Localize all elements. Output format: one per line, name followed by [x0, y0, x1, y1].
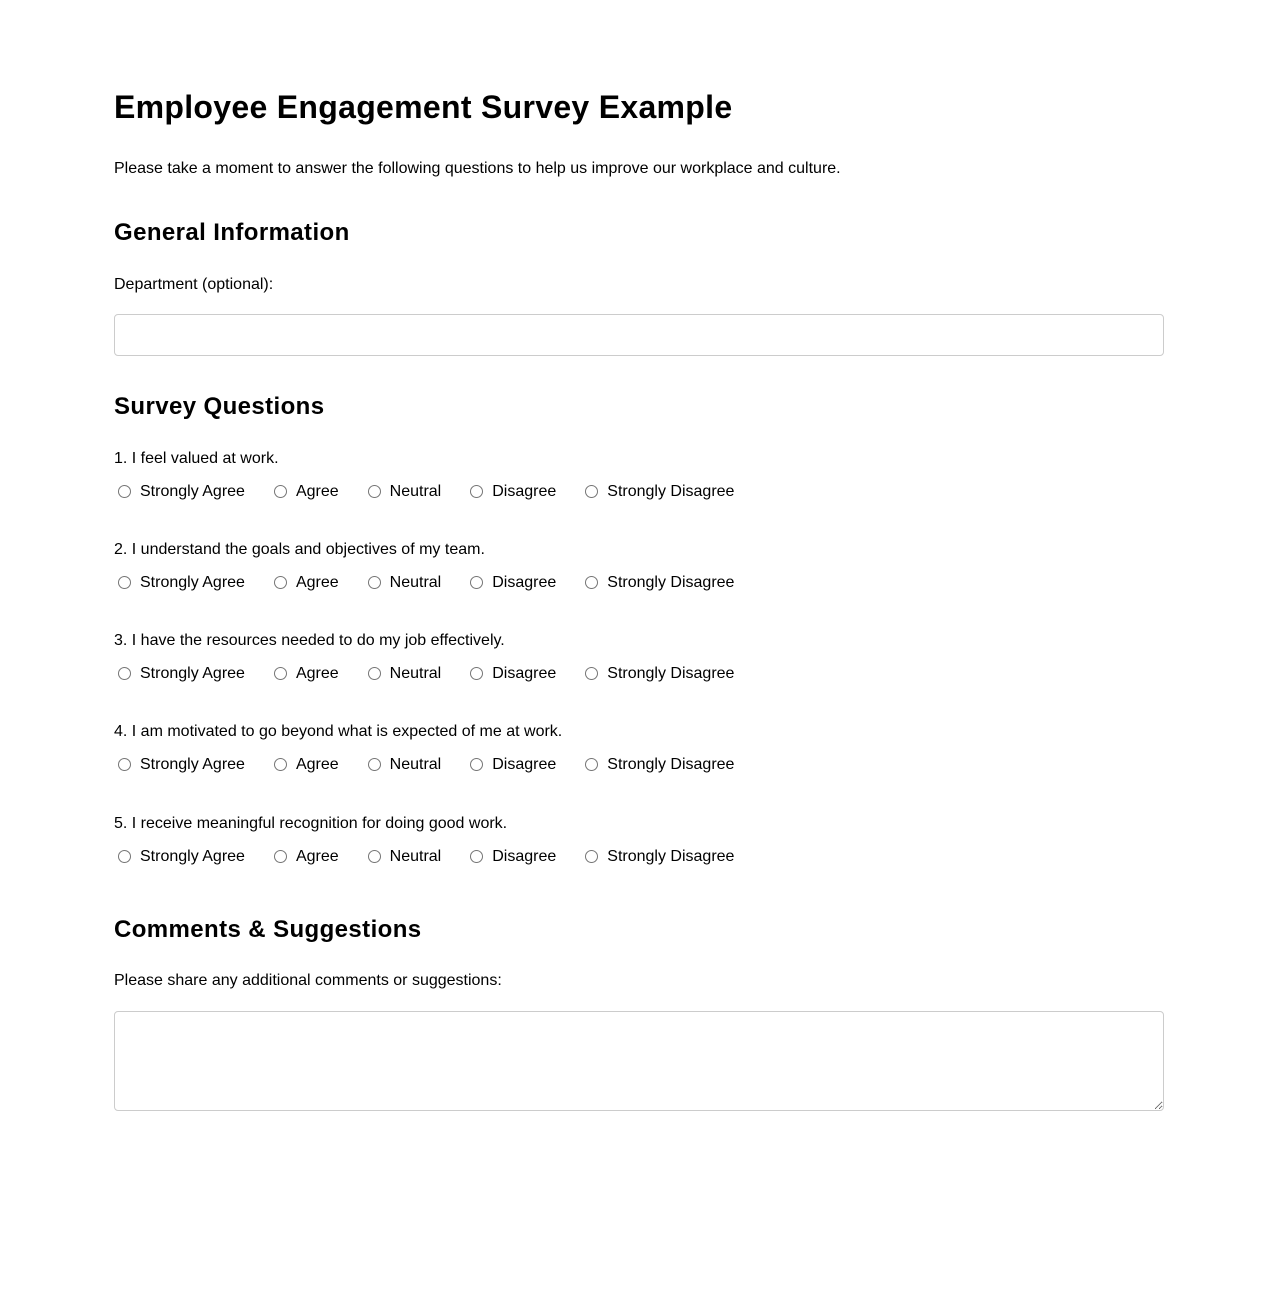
- question-2-options: [118, 574, 763, 592]
- q5-option-agree[interactable]: [274, 848, 339, 866]
- department-label: Department (optional):: [114, 276, 274, 293]
- option-label: Neutral: [389, 574, 442, 591]
- q2-option-disagree[interactable]: [470, 574, 556, 592]
- q5-option-disagree[interactable]: [470, 848, 556, 866]
- option-label: Disagree: [492, 848, 557, 865]
- q3-option-agree[interactable]: [274, 665, 339, 683]
- radio-button[interactable]: [585, 576, 598, 589]
- option-label: Strongly Disagree: [607, 665, 735, 682]
- radio-button[interactable]: [118, 667, 131, 680]
- option-label: Neutral: [389, 483, 442, 500]
- q5-option-neutral[interactable]: [368, 848, 442, 866]
- radio-button[interactable]: [470, 667, 483, 680]
- question-5-options: [118, 848, 763, 866]
- question-3-options: [118, 665, 763, 683]
- option-label: Agree: [295, 665, 339, 682]
- department-input[interactable]: [114, 314, 1164, 356]
- option-label: Neutral: [389, 848, 442, 865]
- comments-label: Please share any additional comments or suggestions:: [114, 972, 502, 989]
- option-label: Disagree: [492, 756, 557, 773]
- q4-option-disagree[interactable]: [470, 756, 556, 774]
- q4-option-strongly-agree[interactable]: [118, 756, 245, 774]
- radio-button[interactable]: [585, 850, 598, 863]
- radio-button[interactable]: [118, 576, 131, 589]
- radio-button[interactable]: [274, 850, 287, 863]
- q4-option-strongly-disagree[interactable]: [585, 756, 734, 774]
- q4-option-agree[interactable]: [274, 756, 339, 774]
- radio-button[interactable]: [470, 485, 483, 498]
- survey-questions-heading: Survey Questions: [114, 393, 325, 420]
- option-label: Neutral: [389, 756, 442, 773]
- radio-button[interactable]: [118, 758, 131, 771]
- option-label: Strongly Agree: [140, 665, 245, 682]
- comments-textarea[interactable]: [114, 1011, 1164, 1111]
- page-title: Employee Engagement Survey Example: [114, 89, 733, 125]
- radio-button[interactable]: [274, 576, 287, 589]
- radio-button[interactable]: [585, 758, 598, 771]
- radio-button[interactable]: [470, 576, 483, 589]
- radio-button[interactable]: [585, 485, 598, 498]
- radio-button[interactable]: [368, 758, 381, 771]
- q3-option-disagree[interactable]: [470, 665, 556, 683]
- radio-button[interactable]: [368, 485, 381, 498]
- option-label: Strongly Agree: [140, 483, 245, 500]
- option-label: Strongly Disagree: [607, 848, 735, 865]
- q2-option-neutral[interactable]: [368, 574, 442, 592]
- question-text: 5. I receive meaningful recognition for doing good work.: [114, 815, 508, 832]
- radio-button[interactable]: [368, 667, 381, 680]
- option-label: Strongly Agree: [140, 848, 245, 865]
- radio-button[interactable]: [274, 485, 287, 498]
- radio-button[interactable]: [470, 758, 483, 771]
- option-label: Neutral: [389, 665, 442, 682]
- q2-option-agree[interactable]: [274, 574, 339, 592]
- option-label: Disagree: [492, 574, 557, 591]
- option-label: Strongly Disagree: [607, 574, 735, 591]
- general-information-heading: General Information: [114, 219, 350, 246]
- q3-option-strongly-agree[interactable]: [118, 665, 245, 683]
- radio-button[interactable]: [470, 850, 483, 863]
- radio-button[interactable]: [274, 758, 287, 771]
- q5-option-strongly-disagree[interactable]: [585, 848, 734, 866]
- q1-option-agree[interactable]: [274, 483, 339, 501]
- question-text: 4. I am motivated to go beyond what is expected of me at work.: [114, 723, 563, 740]
- q3-option-strongly-disagree[interactable]: [585, 665, 734, 683]
- radio-button[interactable]: [368, 850, 381, 863]
- option-label: Agree: [295, 574, 339, 591]
- radio-button[interactable]: [585, 667, 598, 680]
- option-label: Agree: [295, 483, 339, 500]
- q2-option-strongly-agree[interactable]: [118, 574, 245, 592]
- comments-heading: Comments & Suggestions: [114, 916, 422, 943]
- q4-option-neutral[interactable]: [368, 756, 442, 774]
- question-4-options: [118, 756, 763, 774]
- option-label: Agree: [295, 756, 339, 773]
- question-text: 2. I understand the goals and objectives of my team.: [114, 541, 485, 558]
- radio-button[interactable]: [118, 485, 131, 498]
- question-1-options: [118, 483, 763, 501]
- radio-button[interactable]: [368, 576, 381, 589]
- q1-option-strongly-agree[interactable]: [118, 483, 245, 501]
- radio-button[interactable]: [118, 850, 131, 863]
- option-label: Strongly Disagree: [607, 483, 735, 500]
- q2-option-strongly-disagree[interactable]: [585, 574, 734, 592]
- q3-option-neutral[interactable]: [368, 665, 442, 683]
- option-label: Disagree: [492, 665, 557, 682]
- option-label: Disagree: [492, 483, 557, 500]
- question-text: 1. I feel valued at work.: [114, 450, 279, 467]
- option-label: Strongly Disagree: [607, 756, 735, 773]
- q1-option-disagree[interactable]: [470, 483, 556, 501]
- option-label: Strongly Agree: [140, 574, 245, 591]
- option-label: Strongly Agree: [140, 756, 245, 773]
- option-label: Agree: [295, 848, 339, 865]
- question-text: 3. I have the resources needed to do my job effectively.: [114, 632, 505, 649]
- radio-button[interactable]: [274, 667, 287, 680]
- intro-text: Please take a moment to answer the following questions to help us improve our workplace and culture.: [114, 160, 841, 177]
- q5-option-strongly-agree[interactable]: [118, 848, 245, 866]
- q1-option-strongly-disagree[interactable]: [585, 483, 734, 501]
- q1-option-neutral[interactable]: [368, 483, 442, 501]
